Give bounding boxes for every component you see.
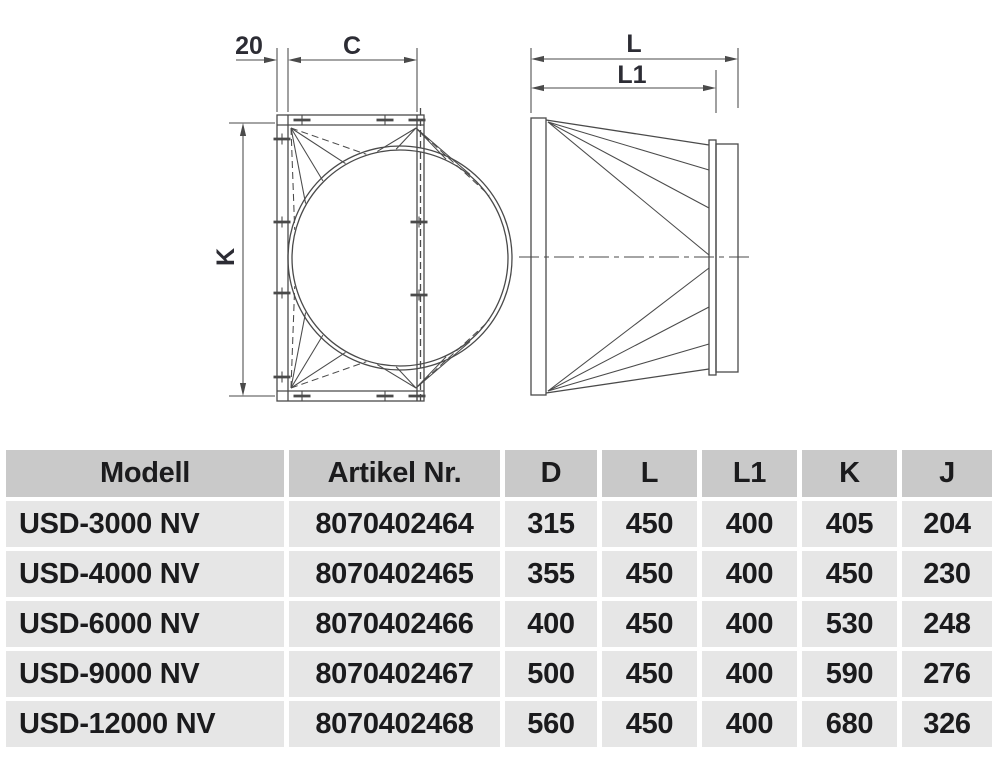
cell-artikel-nr: 8070402465 <box>289 551 500 597</box>
cell-d: 400 <box>505 601 597 647</box>
cell-artikel-nr: 8070402468 <box>289 701 500 747</box>
cell-l: 450 <box>602 601 697 647</box>
cell-j: 326 <box>902 701 992 747</box>
cell-k: 405 <box>802 501 897 547</box>
cell-k: 530 <box>802 601 897 647</box>
dim-label-20: 20 <box>235 32 263 60</box>
front-view-drawing <box>212 32 512 405</box>
cell-l: 450 <box>602 651 697 697</box>
col-header-d: D <box>505 450 597 497</box>
cell-k: 590 <box>802 651 897 697</box>
col-header-l: L <box>602 450 697 497</box>
side-view-body <box>519 118 751 395</box>
cell-l1: 400 <box>702 701 797 747</box>
front-view-frame <box>277 108 424 405</box>
side-view-drawing <box>519 30 751 395</box>
front-view-dimension-arrows <box>240 57 417 396</box>
cell-l1: 400 <box>702 651 797 697</box>
cell-l: 450 <box>602 501 697 547</box>
front-view-dimension-lines <box>229 48 417 396</box>
dim-label-k: K <box>212 247 240 267</box>
cell-model: USD-12000 NV <box>6 701 284 747</box>
dim-label-l1: L1 <box>617 61 647 89</box>
cell-model: USD-3000 NV <box>6 501 284 547</box>
cell-k: 680 <box>802 701 897 747</box>
cell-l1: 400 <box>702 551 797 597</box>
front-view-gusset-lines <box>291 128 489 388</box>
cell-artikel-nr: 8070402467 <box>289 651 500 697</box>
cell-d: 500 <box>505 651 597 697</box>
dim-label-l: L <box>626 30 642 58</box>
col-header-modell: Modell <box>6 450 284 497</box>
cell-d: 560 <box>505 701 597 747</box>
cell-l1: 400 <box>702 601 797 647</box>
cell-model: USD-6000 NV <box>6 601 284 647</box>
col-header-l1: L1 <box>702 450 797 497</box>
cell-d: 315 <box>505 501 597 547</box>
cell-model: USD-9000 NV <box>6 651 284 697</box>
dim-label-c: C <box>342 32 362 60</box>
spec-table <box>6 450 992 747</box>
col-header-k: K <box>802 450 897 497</box>
cell-artikel-nr: 8070402464 <box>289 501 500 547</box>
cell-k: 450 <box>802 551 897 597</box>
cell-j: 248 <box>902 601 992 647</box>
cell-j: 204 <box>902 501 992 547</box>
cell-d: 355 <box>505 551 597 597</box>
cell-l1: 400 <box>702 501 797 547</box>
col-header-j: J <box>902 450 992 497</box>
cell-j: 230 <box>902 551 992 597</box>
col-header-artikel-nr: Artikel Nr. <box>289 450 500 497</box>
cell-l: 450 <box>602 551 697 597</box>
cell-l: 450 <box>602 701 697 747</box>
cell-j: 276 <box>902 651 992 697</box>
cell-model: USD-4000 NV <box>6 551 284 597</box>
cell-artikel-nr: 8070402466 <box>289 601 500 647</box>
